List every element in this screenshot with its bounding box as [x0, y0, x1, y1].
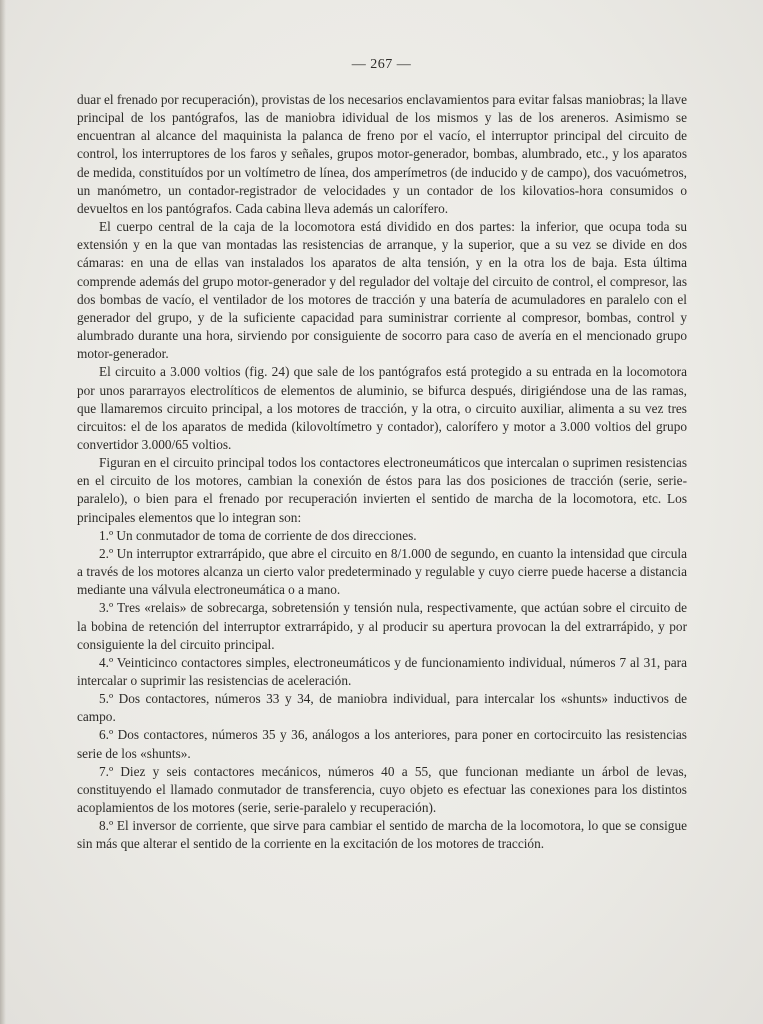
list-item-7: 7.º Diez y seis contactores mecánicos, números 40 a 55, que funcionan mediante un árbol de levas, constituyendo el llamado conmutador de transferencia, cuyo objeto es efectuar las conexiones para los distintos acoplamientos de los motores (serie, serie-paralelo y recuperación).: [77, 763, 687, 816]
paragraph-continuation: duar el frenado por recuperación), provistas de los necesarios enclavamientos para evitar falsas maniobras; la llave principal de los pantógrafos, las de maniobra idividual de los mismos y las de los areneros. Asimismo se encuentran al alcance del maquinista la palanca de freno por el vacío, el interruptor principal del circuito de control, los interruptores de los faros y señales, grupos motor-generador, bombas, alumbrado, etc., y los aparatos de medida, constituídos por un voltímetro de línea, dos amperímetros (de inducido y de campo), dos vacuómetros, un manómetro, un contador-registrador de velocidades y un contador de los kilovatios-hora consumidos o devueltos en los pantógrafos. Cada cabina lleva además un calorífero.: [77, 92, 687, 216]
list-item-6: 6.º Dos contactores, números 35 y 36, análogos a los anteriores, para poner en cortocircuito las resistencias serie de los «shunts».: [77, 727, 687, 761]
list-item-1: 1.º Un conmutador de toma de corriente de dos direcciones.: [99, 527, 417, 543]
list-item-5: 5.º Dos contactores, números 33 y 34, de maniobra individual, para intercalar los «shunts» inductivos de campo.: [77, 691, 687, 725]
list-item-4: 4.º Veinticinco contactores simples, electroneumáticos y de funcionamiento individual, números 7 al 31, para intercalar o suprimir las resistencias de aceleración.: [77, 654, 687, 688]
paragraph-main-circuit: Figuran en el circuito principal todos los contactores electroneumáticos que intercalan o suprimen resistencias en el circuito de los motores, cambian la conexión de éstos para las dos posiciones de tracción (serie, serie-paralelo), o bien para el frenado por recuperación invierten el sentido de marcha de la locomotora, etc. Los principales elementos que lo integran son:: [77, 455, 687, 525]
list-item-2: 2.º Un interruptor extrarrápido, que abre el circuito en 8/1.000 de segundo, en cuanto la intensidad que circula a través de los motores alcanza un cierto valor predeterminado y regulable y cuyo cierre puede hacerse a distancia mediante una válvula electroneumática o a mano.: [77, 545, 687, 598]
paragraph-circuit-3000: El circuito a 3.000 voltios (fig. 24) que sale de los pantógrafos está protegido a su entrada en la locomotora por unos pararrayos electrolíticos de elementos de aluminio, se bifurca después, dirigiéndose una de las ramas, que llamaremos circuito principal, a los motores de tracción, y la otra, o circuito auxiliar, alimenta a su vez tres circuitos: el de los aparatos de medida (kilovoltímetro y contador), calorífero y motor a 3.000 voltios del grupo convertidor 3.000/65 voltios.: [77, 364, 687, 452]
list-item-8: 8.º El inversor de corriente, que sirve para cambiar el sentido de marcha de la locomotora, lo que se consigue sin más que alterar el sentido de la corriente en la excitación de los motores de tracción.: [77, 818, 687, 852]
list-item-3: 3.º Tres «relais» de sobrecarga, sobretensión y tensión nula, respectivamente, que actúan sobre el circuito de la bobina de retención del interruptor extrarrápido, y al producir su apertura provocan la del extrarrápido, y por consiguiente la del circuito principal.: [77, 600, 687, 652]
body-text: [77, 91, 687, 854]
page-number: — 267 —: [351, 57, 412, 72]
paragraph-body-structure: El cuerpo central de la caja de la locomotora está dividido en dos partes: la inferior, que ocupa toda su extensión y en la que van montadas las resistencias de arranque, y la superior, que a su vez se divide en dos cámaras: en una de ellas van instalados los aparatos de alta tensión, y en la otra los de baja. Esta última comprende además del grupo motor-generador y del regulador del voltaje del circuito de control, el compresor, las dos bombas de vacío, el ventilador de los motores de tracción y una batería de acumuladores en paralelo con el generador del grupo, y de la suficiente capacidad para suministrar corriente al compresor, bombas, control y alumbrado durante una hora, sirviendo por consiguiente de socorro para caso de avería en el mencionado grupo motor-generador.: [77, 219, 687, 362]
page-edge-shadow: [0, 0, 6, 1024]
